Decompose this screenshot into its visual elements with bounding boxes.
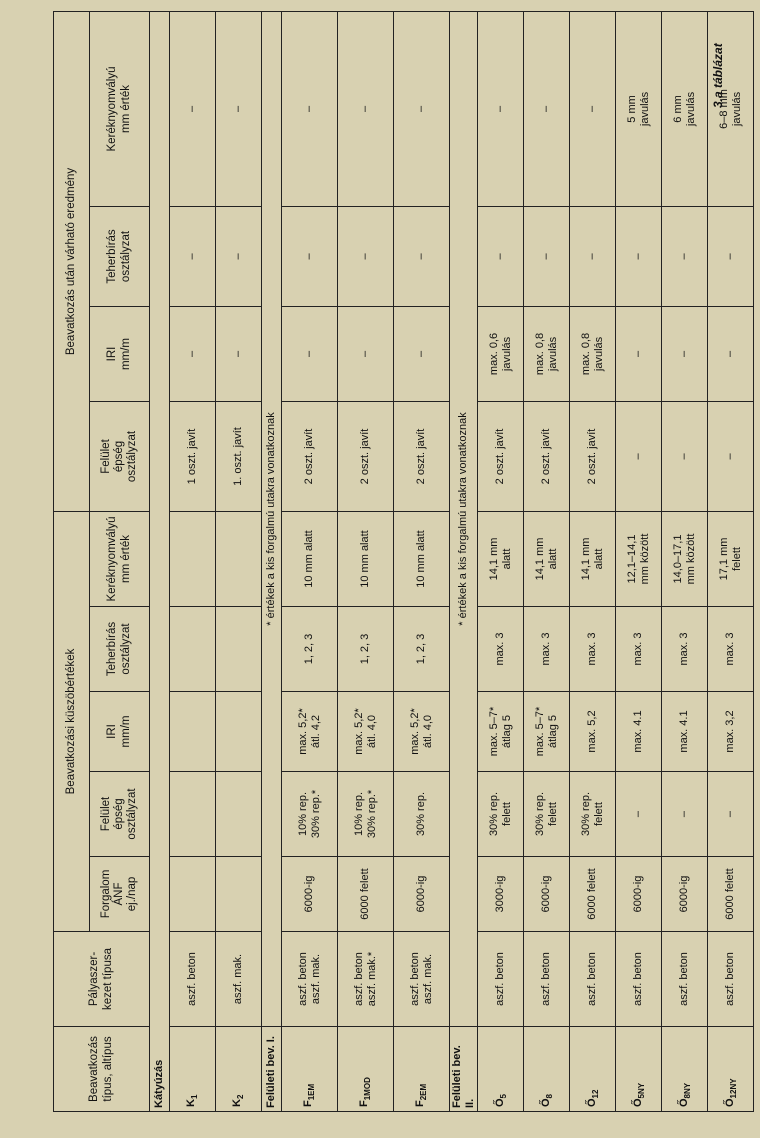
section-row [262,11,282,1111]
cell-pavement: aszf. beton aszf. mak. [394,932,450,1027]
cell-after-iri: – [216,306,262,401]
cell-after-rut: – [478,11,524,206]
section-felulet-2: Felületi bev. II. [450,1027,478,1112]
cell-traffic: 6000 felett [338,857,394,932]
cell-after-bearing: – [524,206,570,306]
header-traffic: Forgalom ÁNF ej./nap [90,857,150,932]
cell-bearing: max. 3 [616,607,662,692]
cell-surface: 10% rep. 30% rep.* [282,772,338,857]
cell-after-rut: – [394,11,450,206]
row-type: $F_{1EM}$ [282,1027,338,1112]
table-caption: 3.a táblázat [711,43,725,108]
cell-after-rut: 6 mm javulás [662,11,708,206]
table-row [478,11,524,1111]
cell-bearing: 1, 2, 3 [338,607,394,692]
cell-after-bearing: – [282,206,338,306]
cell-bearing: 1, 2, 3 [394,607,450,692]
header-thresholds: Beavatkozási küszöbértékek [54,511,90,931]
cell-rut: 17,1 mm felett [708,511,754,606]
header-after-rut: Keréknyomvályú mm érték [90,11,150,206]
cell-after-surface: 1. oszt. javít [216,401,262,511]
cell-after-bearing: – [478,206,524,306]
cell-traffic: 3000-ig [478,857,524,932]
cell-rut: 14,0–17,1 mm között [662,511,708,606]
cell-after-bearing: – [662,206,708,306]
row-type: $Ő_{5NY}$ [616,1027,662,1112]
cell-surface: 30% rep. felett [478,772,524,857]
header-iri: IRI mm/m [90,692,150,772]
cell-pavement: aszf. beton [708,932,754,1027]
cell-surface: 30% rep. felett [524,772,570,857]
cell-after-bearing: – [570,206,616,306]
cell-pavement: aszf. beton [524,932,570,1027]
row-type: $F_{2EM}$ [394,1027,450,1112]
cell-after-iri: – [394,306,450,401]
cell-after-surface: 2 oszt. javít [524,401,570,511]
header-bearing: Teherbírás osztályzat [90,607,150,692]
table-row [524,11,570,1111]
cell-pavement: aszf. beton [616,932,662,1027]
row-type: $Ő_{12NY}$ [708,1027,754,1112]
cell-after-rut: 5 mm javulás [616,11,662,206]
cell-rut: 12,1–14,1 mm között [616,511,662,606]
cell-traffic: 6000-ig [616,857,662,932]
cell-pavement: aszf. beton aszf. mak. [282,932,338,1027]
cell-after-bearing: – [216,206,262,306]
intervention-threshold-table [53,11,754,1112]
row-type: $Ő_8$ [524,1027,570,1112]
header-after-surface: Felület épség osztályzat [90,401,150,511]
cell-bearing: 1, 2, 3 [282,607,338,692]
table-row [616,11,662,1111]
cell-traffic: 6000-ig [394,857,450,932]
header-row-group [54,11,90,1111]
section-katyuzas: Kátyúzás [150,11,170,1111]
cell-pavement: aszf. beton [478,932,524,1027]
row-type: $F_{1MOD}$ [338,1027,394,1112]
table-row [170,11,216,1111]
header-expected-results: Beavatkozás után várható eredmény [54,11,90,511]
cell-traffic: 6000 felett [708,857,754,932]
header-after-iri: IRI mm/m [90,306,150,401]
cell-after-surface: 2 oszt. javít [570,401,616,511]
cell-after-bearing: – [394,206,450,306]
cell-surface: 30% rep. [394,772,450,857]
row-type: $K_2$ [216,1027,262,1112]
section-row [150,11,170,1111]
row-type: $Ő_{8NY}$ [662,1027,708,1112]
cell-surface [170,772,216,857]
cell-traffic: 6000 felett [570,857,616,932]
cell-traffic [170,857,216,932]
cell-rut: 10 mm alatt [394,511,450,606]
cell-rut: 10 mm alatt [282,511,338,606]
cell-bearing [170,607,216,692]
cell-after-iri: max. 0,8 javulás [570,306,616,401]
cell-iri: max. 5–7* átlag 5 [524,692,570,772]
cell-after-rut: – [570,11,616,206]
cell-after-surface: 1 oszt. javít [170,401,216,511]
cell-bearing [216,607,262,692]
cell-rut [170,511,216,606]
row-type: $Ő_{12}$ [570,1027,616,1112]
row-type: $Ő_5$ [478,1027,524,1112]
cell-bearing: max. 3 [478,607,524,692]
cell-pavement: aszf. beton aszf. mak.* [338,932,394,1027]
cell-pavement: aszf. beton [570,932,616,1027]
cell-after-bearing: – [338,206,394,306]
table-row [394,11,450,1111]
section-felulet-1: Felületi bev. I. [262,1027,282,1112]
cell-iri: max. 5–7* átlag 5 [478,692,524,772]
table-row [338,11,394,1111]
cell-iri: max. 4.1 [616,692,662,772]
cell-rut: 14,1 mm alatt [570,511,616,606]
cell-after-iri: – [662,306,708,401]
cell-traffic: 6000-ig [524,857,570,932]
cell-iri [170,692,216,772]
cell-traffic: 6000-ig [282,857,338,932]
header-type: Beavatkozás típus, altípus [54,1027,150,1112]
cell-rut: 14,1 mm alatt [478,511,524,606]
footnote-2: * értékek a kis forgalmú utakra vonatkoznak [450,11,478,1026]
cell-after-rut: – [282,11,338,206]
cell-after-rut: – [170,11,216,206]
cell-iri: max. 5,2* átl. 4,0 [338,692,394,772]
cell-bearing: max. 3 [570,607,616,692]
header-pavement: Pályaszer- kezet típusa [54,932,150,1027]
cell-after-rut: 6–8 mm javulás [708,11,754,206]
cell-rut: 10 mm alatt [338,511,394,606]
footnote-1: * értékek a kis forgalmú utakra vonatkoznak [262,11,282,1026]
cell-pavement: aszf. beton [170,932,216,1027]
cell-iri: max. 5,2 [570,692,616,772]
cell-iri [216,692,262,772]
header-after-bearing: Teherbírás osztályzat [90,206,150,306]
cell-after-iri: – [616,306,662,401]
cell-after-rut: – [216,11,262,206]
cell-after-surface: 2 oszt. javít [338,401,394,511]
cell-after-iri: – [708,306,754,401]
cell-rut: 14,1 mm alatt [524,511,570,606]
table-row [570,11,616,1111]
cell-after-iri: max. 0,6 javulás [478,306,524,401]
cell-after-iri: max. 0,8 javulás [524,306,570,401]
row-type: $K_1$ [170,1027,216,1112]
cell-iri: max. 5,2* átl. 4,0 [394,692,450,772]
cell-surface: – [662,772,708,857]
table-row [282,11,338,1111]
cell-bearing: max. 3 [708,607,754,692]
cell-after-surface: – [662,401,708,511]
cell-after-rut: – [338,11,394,206]
cell-surface: – [708,772,754,857]
cell-after-iri: – [282,306,338,401]
table-row [708,11,754,1111]
cell-after-bearing: – [708,206,754,306]
section-row [450,11,478,1111]
cell-surface: 10% rep. 30% rep.* [338,772,394,857]
cell-surface [216,772,262,857]
cell-after-surface: – [708,401,754,511]
cell-iri: max. 4.1 [662,692,708,772]
cell-rut [216,511,262,606]
cell-traffic: 6000-ig [662,857,708,932]
cell-iri: max. 3,2 [708,692,754,772]
cell-after-surface: 2 oszt. javít [478,401,524,511]
cell-surface: – [616,772,662,857]
header-surface: Felület épség osztályzat [90,772,150,857]
table-row [662,11,708,1111]
cell-after-bearing: – [616,206,662,306]
cell-traffic [216,857,262,932]
cell-after-iri: – [338,306,394,401]
cell-after-iri: – [170,306,216,401]
cell-surface: 30% rep. felett [570,772,616,857]
cell-after-surface: – [616,401,662,511]
cell-bearing: max. 3 [662,607,708,692]
cell-pavement: aszf. mak. [216,932,262,1027]
cell-pavement: aszf. beton [662,932,708,1027]
cell-after-surface: 2 oszt. javít [394,401,450,511]
cell-after-bearing: – [170,206,216,306]
header-rut: Keréknyomvályú mm érték [90,511,150,606]
table-row [216,11,262,1111]
cell-after-surface: 2 oszt. javít [282,401,338,511]
cell-iri: max. 5,2* átl. 4,2 [282,692,338,772]
cell-after-rut: – [524,11,570,206]
cell-bearing: max. 3 [524,607,570,692]
